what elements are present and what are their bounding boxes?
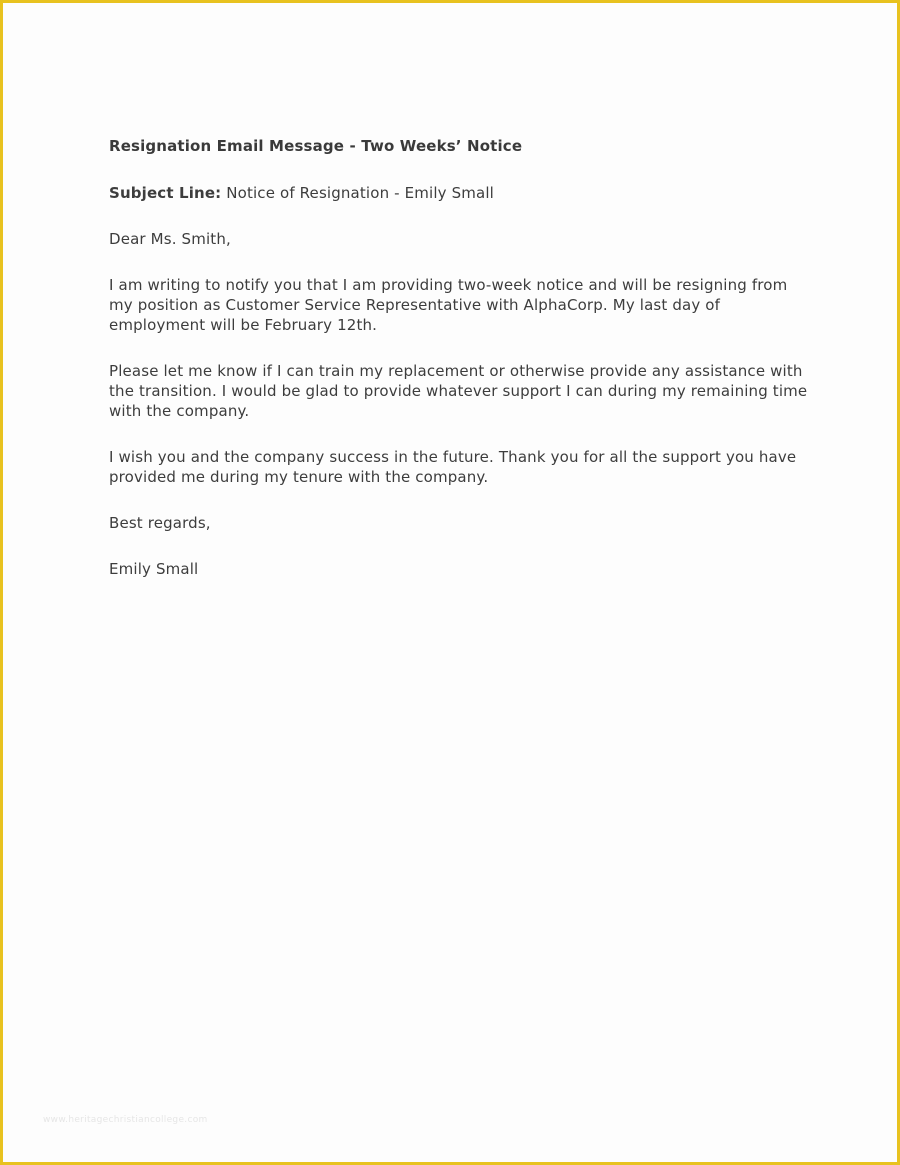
watermark: www.heritagechristiancollege.com [43,1115,208,1125]
body-paragraph: I wish you and the company success in the future. Thank you for all the support you have provided me during my tenure with the company. [109,448,797,486]
signature: Emily Small [109,560,199,578]
greeting: Dear Ms. Smith, [109,230,231,248]
body-paragraph: Please let me know if I can train my replacement or otherwise provide any assistance with the transition. I would be glad to provide whatever support I can during my remaining time with the company. [109,362,808,420]
letter-content [109,136,809,605]
subject-line [109,183,809,203]
document-title: Resignation Email Message - Two Weeks’ Notice [109,137,523,155]
body-paragraph: I am writing to notify you that I am providing two-week notice and will be resigning from my position as Customer Service Representative with AlphaCorp. My last day of employment will be February 12th. [109,276,788,334]
subject-label: Subject Line: [109,184,222,202]
closing: Best regards, [109,514,211,532]
subject-value: Notice of Resignation - Emily Small [221,184,495,202]
